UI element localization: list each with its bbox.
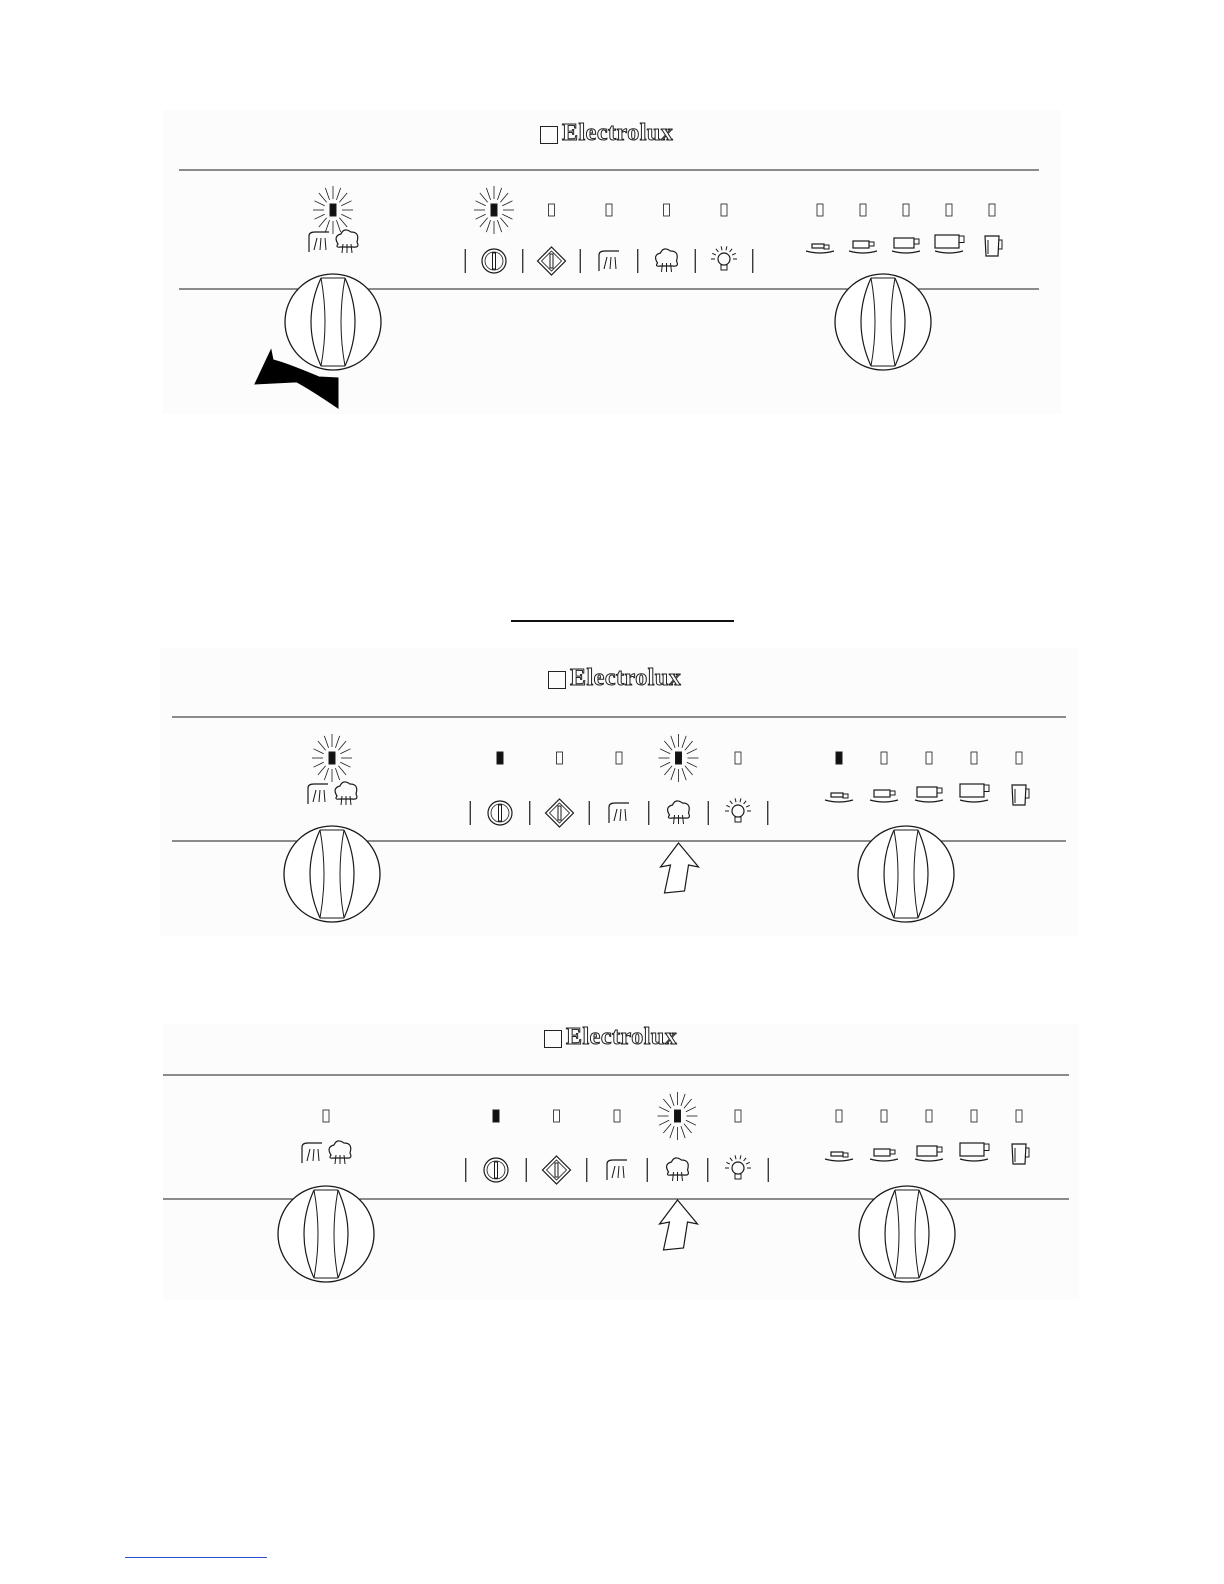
steam-icon [335, 782, 357, 805]
indicator-led-off [926, 1110, 932, 1122]
button-hot-water[interactable] [607, 1160, 627, 1180]
indicator-led-off [1016, 752, 1022, 764]
hot-water-icon [302, 1143, 322, 1163]
indicator-led-off [606, 204, 612, 216]
indicator-led-off [817, 204, 823, 216]
mug-icon [935, 235, 964, 253]
start-icon [543, 1156, 571, 1184]
large-cup-icon [915, 1146, 943, 1161]
left-selector-knob[interactable] [284, 826, 380, 922]
jug-icon [1012, 785, 1029, 805]
small-cup-icon [806, 244, 834, 253]
light-icon [711, 246, 737, 270]
button-start[interactable] [543, 1156, 571, 1184]
indicator-led-off [323, 1110, 329, 1122]
small-cup-icon [825, 793, 853, 802]
button-steam[interactable] [668, 801, 690, 824]
indicator-led-on [658, 1092, 698, 1140]
indicator-led-off [735, 752, 741, 764]
button-power[interactable] [484, 1158, 508, 1182]
indicator-led-off [903, 204, 909, 216]
indicator-led-on [474, 186, 514, 234]
button-start[interactable] [538, 247, 566, 275]
brand-logo: Electrolux [562, 120, 674, 146]
power-icon [488, 801, 512, 825]
button-steam[interactable] [667, 1158, 689, 1181]
button-hot-water[interactable] [609, 803, 629, 823]
footer-link-underline[interactable] [125, 1557, 267, 1558]
large-cup-icon [892, 238, 920, 253]
steam-icon [668, 801, 690, 824]
indicator-led-off [721, 204, 727, 216]
button-hot-water[interactable] [599, 251, 619, 271]
press-arrow-icon [660, 1200, 698, 1250]
button-steam[interactable] [656, 249, 678, 272]
light-icon [725, 798, 751, 822]
indicator-led-on [313, 186, 353, 234]
large-cup-icon [915, 787, 943, 802]
control-panel-1 [163, 110, 1061, 414]
indicator-led-off [664, 204, 670, 216]
control-panel-3 [163, 1024, 1079, 1300]
indicator-led-off [1016, 1110, 1022, 1122]
brand-logo: Electrolux [566, 1024, 678, 1050]
indicator-led-off [971, 752, 977, 764]
hot-water-icon [607, 1160, 627, 1180]
indicator-led-off [735, 1110, 741, 1122]
jug-icon [1012, 1144, 1029, 1164]
button-power[interactable] [488, 801, 512, 825]
start-icon [538, 247, 566, 275]
mug-icon [960, 1143, 989, 1161]
hot-water-icon [609, 803, 629, 823]
cup-icon [870, 790, 898, 802]
section-divider [511, 620, 734, 622]
cup-icon [870, 1149, 898, 1161]
indicator-led-off [881, 1110, 887, 1122]
button-light[interactable] [711, 246, 737, 270]
indicator-led-off [926, 752, 932, 764]
start-icon [546, 799, 574, 827]
right-selector-knob[interactable] [835, 274, 931, 370]
panel-1-drawing [163, 110, 1061, 414]
power-icon [482, 249, 506, 273]
cup-icon [849, 241, 877, 253]
jug-icon [985, 236, 1002, 256]
button-light[interactable] [725, 1155, 751, 1179]
left-selector-knob[interactable] [285, 274, 381, 370]
press-arrow-icon [661, 843, 699, 893]
indicator-led-off [946, 204, 952, 216]
control-panel-2 [160, 648, 1078, 936]
left-selector-knob[interactable] [278, 1186, 374, 1282]
indicator-led-off [549, 204, 555, 216]
indicator-led-off [557, 752, 563, 764]
indicator-led-off [554, 1110, 560, 1122]
button-start[interactable] [546, 799, 574, 827]
button-light[interactable] [725, 798, 751, 822]
indicator-led-on [836, 752, 842, 764]
light-icon [725, 1155, 751, 1179]
button-power[interactable] [482, 249, 506, 273]
indicator-led-off [616, 752, 622, 764]
steam-icon [667, 1158, 689, 1181]
power-icon [484, 1158, 508, 1182]
panel-2-drawing [160, 648, 1078, 936]
indicator-led-on [497, 752, 503, 764]
indicator-led-off [836, 1110, 842, 1122]
panel-3-drawing [163, 1024, 1079, 1300]
hot-water-icon [308, 784, 328, 804]
small-cup-icon [825, 1152, 853, 1161]
indicator-led-on [493, 1110, 499, 1122]
steam-icon [336, 230, 358, 253]
indicator-led-off [881, 752, 887, 764]
hot-water-icon [309, 232, 329, 252]
indicator-led-on [312, 734, 352, 782]
right-selector-knob[interactable] [859, 1186, 955, 1282]
indicator-led-off [971, 1110, 977, 1122]
indicator-led-off [614, 1110, 620, 1122]
brand-logo: Electrolux [570, 665, 682, 691]
hot-water-icon [599, 251, 619, 271]
indicator-led-on [659, 734, 699, 782]
steam-icon [656, 249, 678, 272]
right-selector-knob[interactable] [858, 826, 954, 922]
indicator-led-off [989, 204, 995, 216]
indicator-led-off [860, 204, 866, 216]
mug-icon [960, 784, 989, 802]
steam-icon [329, 1141, 351, 1164]
